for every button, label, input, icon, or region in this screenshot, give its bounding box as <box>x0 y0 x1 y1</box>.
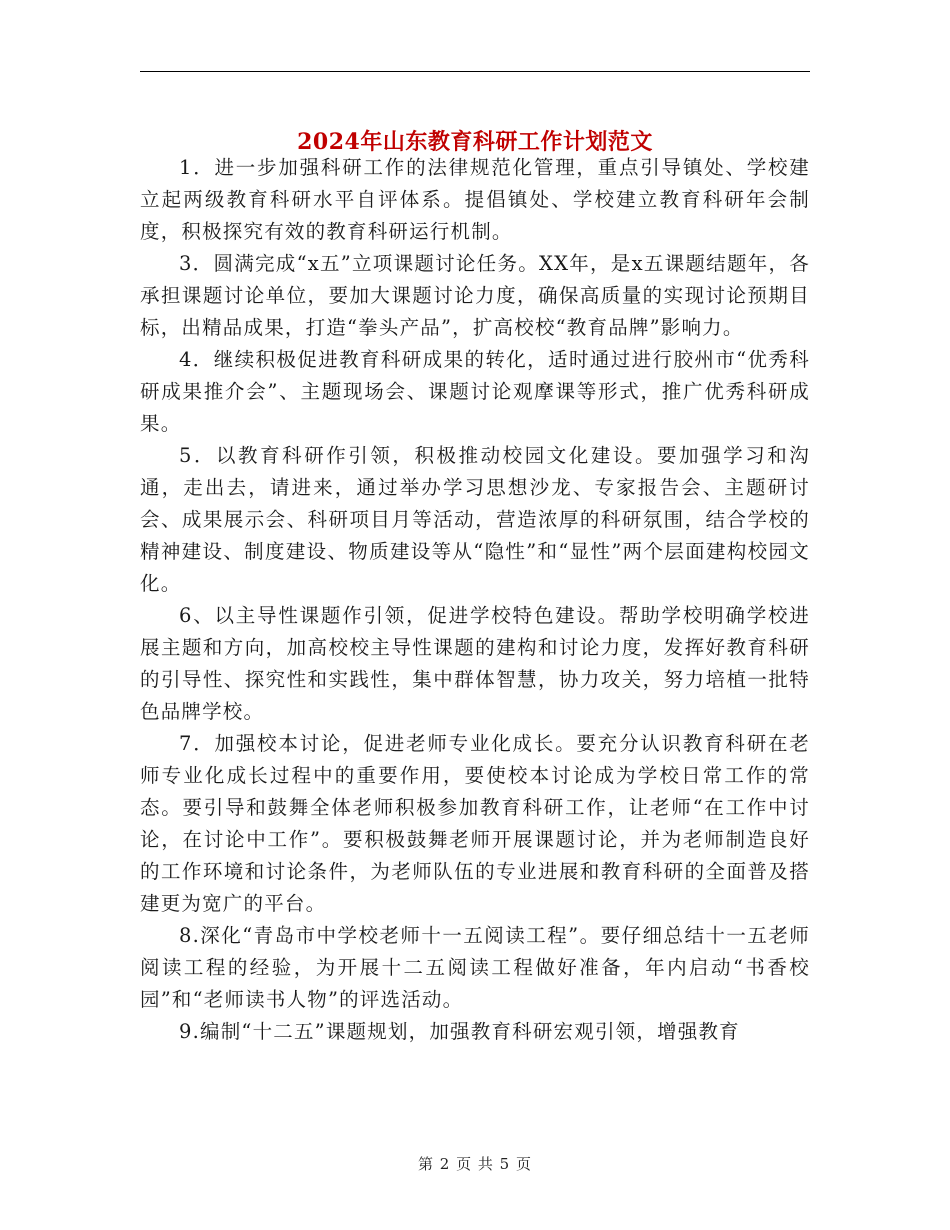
paragraph-1: 1．进一步加强科研工作的法律规范化管理，重点引导镇处、学校建立起两级教育科研水平自评体系。提倡镇处、学校建立教育科研年会制度，积极探究有效的教育科研运行机制。 <box>140 156 810 243</box>
page-number-footer: 第 2 页 共 5 页 <box>418 1155 532 1173</box>
paragraph-7: 7．加强校本讨论，促进老师专业化成长。要充分认识教育科研在老师专业化成长过程中的重要作用，要使校本讨论成为学校日常工作的常态。要引导和鼓舞全体老师积极参加教育科研工作，让老师“在工作中讨论，在讨论中工作”。要积极鼓舞老师开展课题讨论，并为老师制造良好的工作环境和讨论条件，为老师队伍的专业进展和教育科研的全面普及搭建更为宽广的平台。 <box>140 732 810 915</box>
paragraph-6: 6、以主导性课题作引领，促进学校特色建设。帮助学校明确学校进展主题和方向，加高校校主导性课题的建构和讨论力度，发挥好教育科研的引导性、探究性和实践性，集中群体智慧，协力攻关，努力培植一批特色品牌学校。 <box>140 604 810 723</box>
paragraph-5: 5．以教育科研作引领，积极推动校园文化建设。要加强学习和沟通，走出去，请进来，通过举办学习思想沙龙、专家报告会、主题研讨会、成果展示会、科研项目月等活动，营造浓厚的科研氛围，结合学校的精神建设、制度建设、物质建设等从“隐性”和“显性”两个层面建构校园文化。 <box>140 444 810 595</box>
paragraph-4: 4．继续积极促进教育科研成果的转化，适时通过进行胶州市“优秀科研成果推介会”、主题现场会、课题讨论观摩课等形式，推广优秀科研成果。 <box>140 348 810 435</box>
paragraph-8: 8.深化“青岛市中学校老师十一五阅读工程”。要仔细总结十一五老师阅读工程的经验，为开展十二五阅读工程做好准备，年内启动“书香校园”和“老师读书人物”的评选活动。 <box>140 924 810 1011</box>
paragraph-3: 3．圆满完成“x五”立项课题讨论任务。XX年，是x五课题结题年，各承担课题讨论单位，要加大课题讨论力度，确保高质量的实现讨论预期目标，出精品成果，打造“拳头产品”，扩高校校“教育品牌”影响力。 <box>140 252 810 339</box>
header-rule <box>140 71 810 72</box>
document-body <box>140 152 810 1048</box>
paragraph-9: 9.编制“十二五”课题规划，加强教育科研宏观引领，增强教育 <box>179 1020 740 1043</box>
document-title: 2024年山东教育科研工作计划范文 <box>297 128 653 155</box>
